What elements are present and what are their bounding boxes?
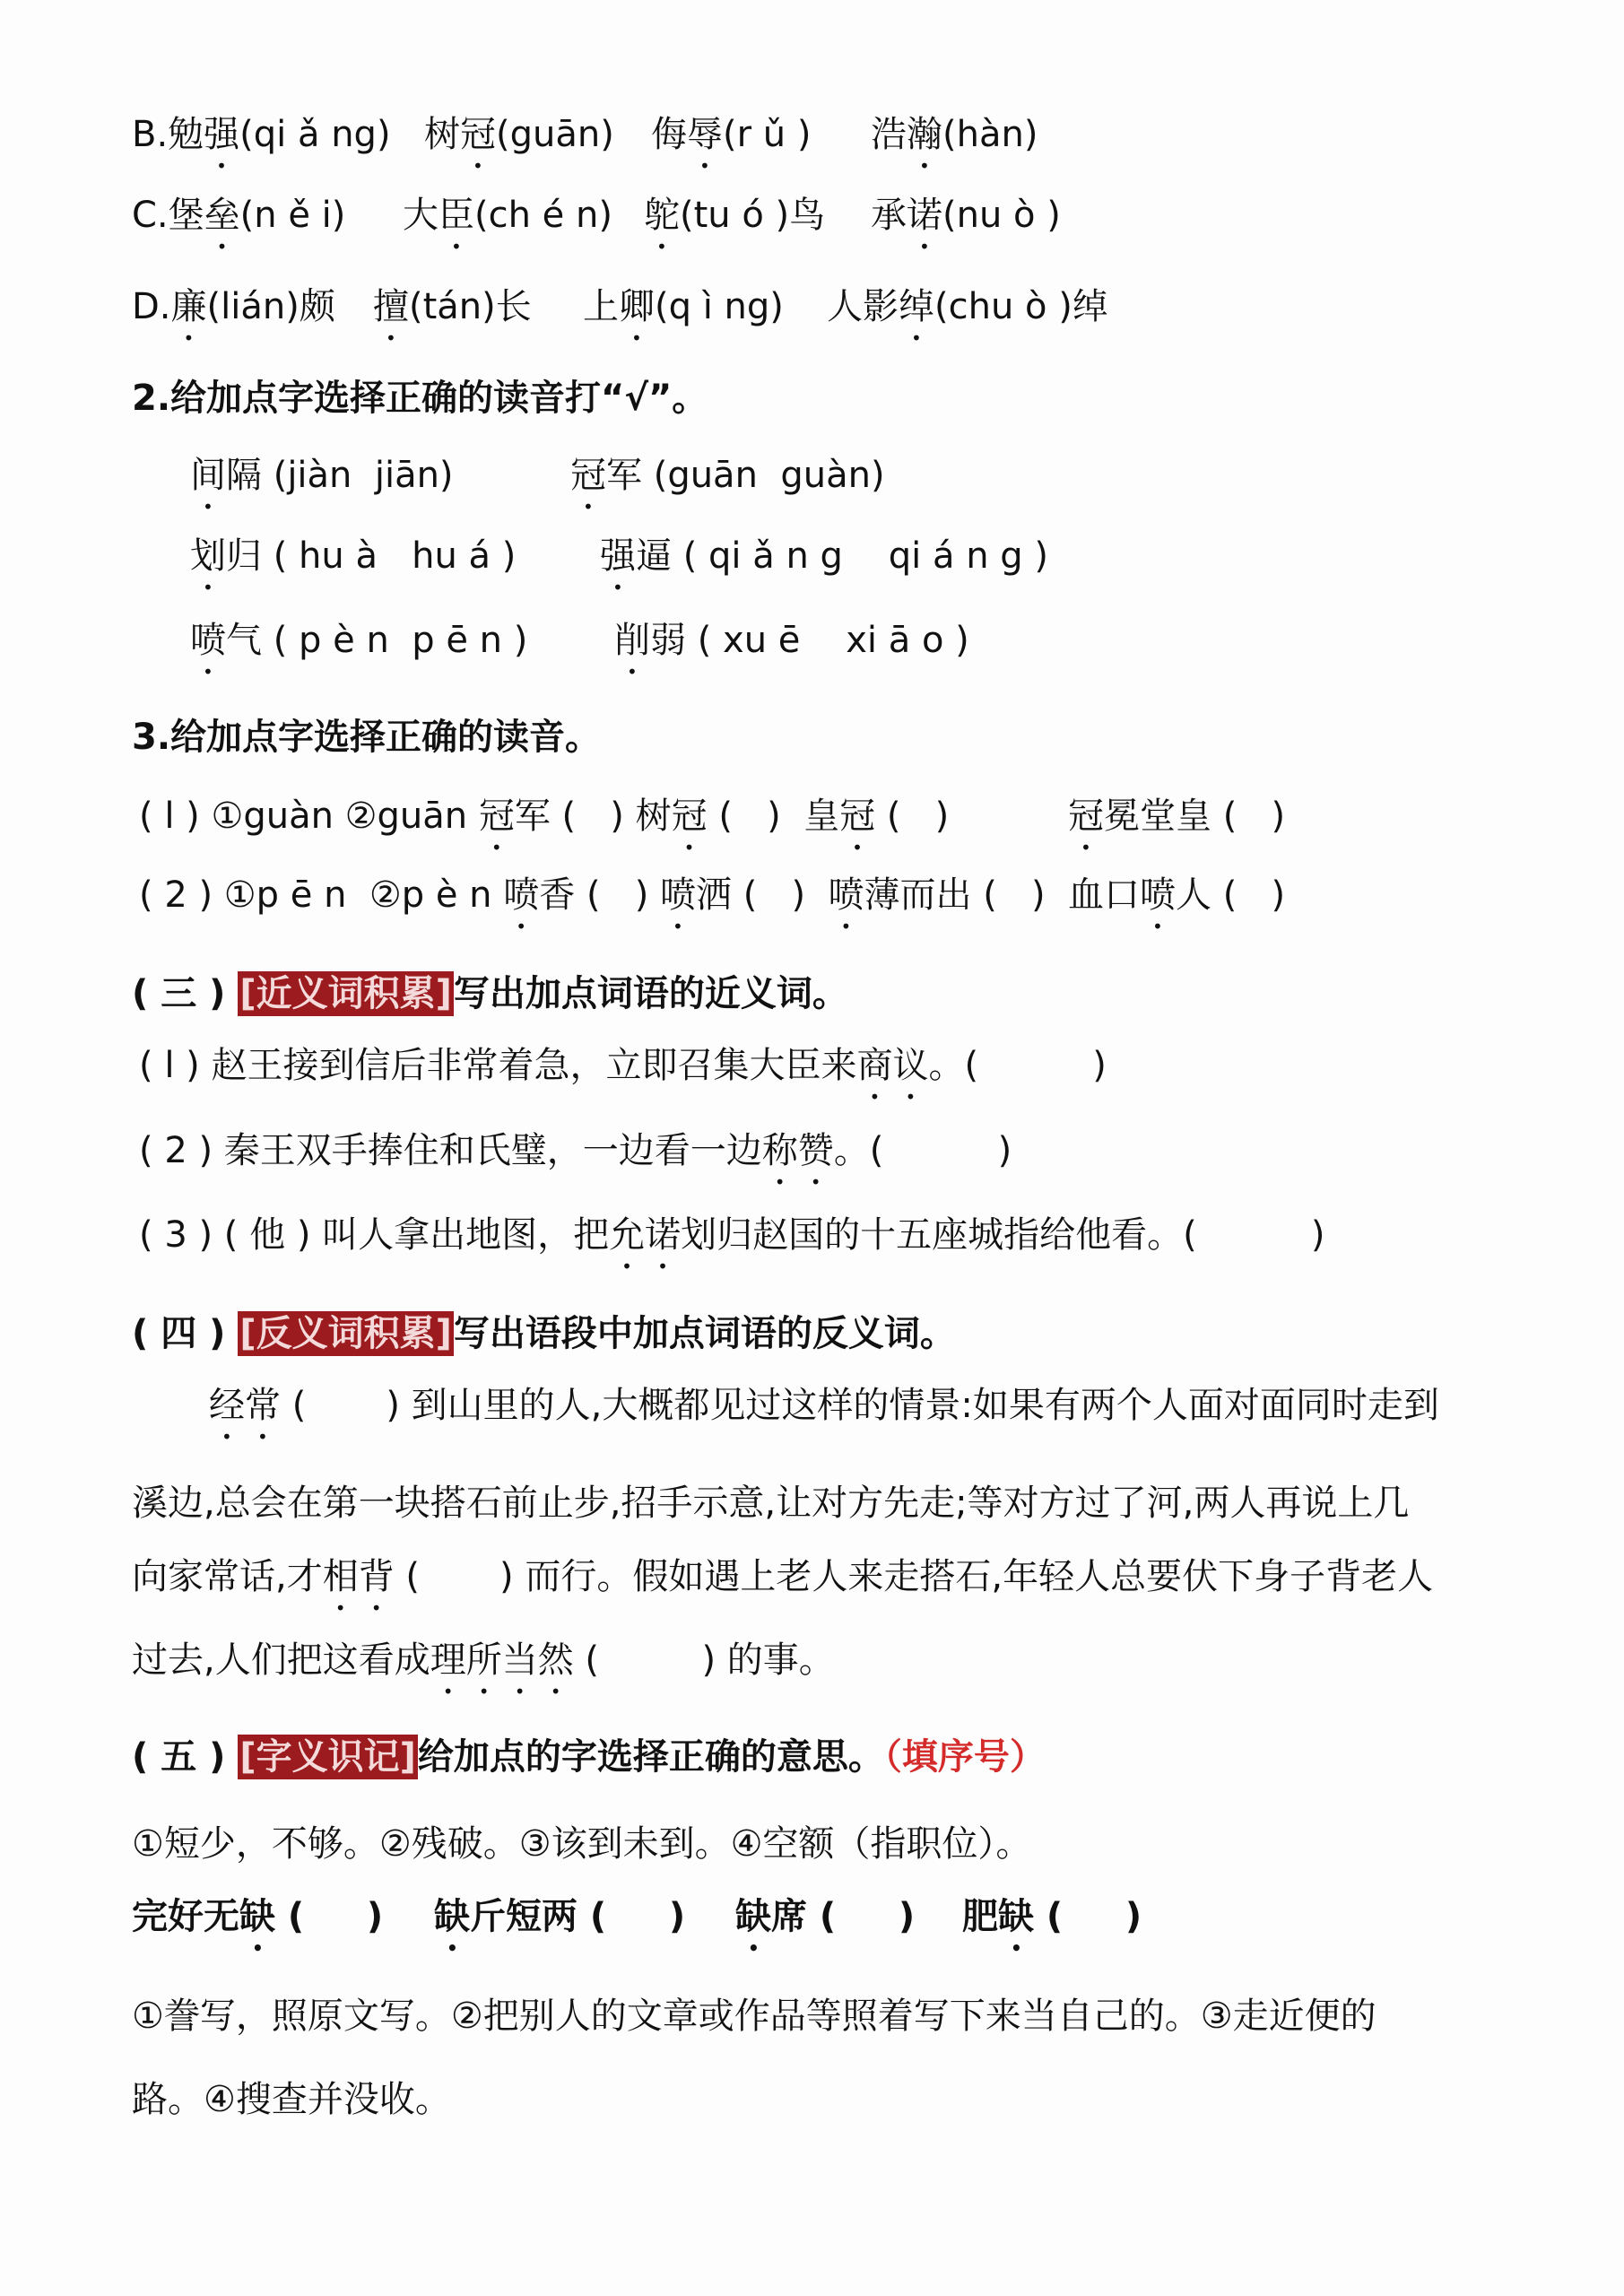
item-text: ( l ) 赵王接到信后非常着急，立即召集大臣来 <box>139 1045 857 1086</box>
dotted-text: 臣 <box>439 195 474 236</box>
item-text: 香 ( ) <box>539 874 661 916</box>
question-item <box>132 188 345 257</box>
item-text: (n ě i) <box>239 195 346 236</box>
question-item <box>190 448 454 517</box>
item-text: ( ) <box>1034 1896 1142 1937</box>
item-text: (tán)长 <box>409 286 532 327</box>
question-item <box>132 1476 1409 1530</box>
question-item <box>209 1378 1439 1448</box>
dotted-text: 辱 <box>687 114 723 155</box>
item-text: 隔 (jiàn jiān) <box>226 455 454 496</box>
question-item <box>139 1208 1325 1277</box>
item-text: 向家常话,才 <box>132 1556 323 1597</box>
question-item <box>132 1817 1031 1871</box>
item-text: D. <box>132 286 171 327</box>
item-text: (lián)颇 <box>206 286 335 327</box>
dotted-text: 相背 <box>322 1556 395 1597</box>
item-text: 归 ( hu à hu á ) <box>226 535 517 577</box>
question-item <box>614 613 969 683</box>
item-text: ( 2 ) 秦王双手捧住和氏璧，一边看一边 <box>139 1130 762 1171</box>
item-text: 气 ( p è n p ē n ) <box>226 620 528 661</box>
item-text: ( ) 皇 <box>707 796 840 837</box>
item-text: (ch é n) <box>474 195 612 236</box>
item-text: ( l ) ①guàn ②guān <box>139 796 479 837</box>
item-text: 弱 ( xu ē xi ā o ) <box>650 620 969 661</box>
item-text: ( 3 ) ( 他 ) 叫人拿出地图，把 <box>139 1214 610 1256</box>
item-text: C.堡 <box>132 195 204 236</box>
item-text: 划归赵国的十五座城指给他看。( ) <box>681 1214 1325 1256</box>
question-item <box>583 280 784 349</box>
question-item <box>434 1890 685 1959</box>
dotted-text: 理所当然 <box>430 1639 574 1681</box>
item-text: 侮 <box>651 114 687 155</box>
item-text: 。( ) <box>833 1130 1012 1171</box>
item-text: 。( ) <box>928 1045 1107 1086</box>
item-text: B.勉 <box>132 114 204 155</box>
question-item <box>139 868 1285 937</box>
item-text: 上 <box>583 286 619 327</box>
question-item <box>139 1039 1107 1108</box>
dotted-text: 商议 <box>856 1045 929 1086</box>
question-item <box>132 1989 1376 2043</box>
dotted-text: 擅 <box>373 286 409 327</box>
question-item <box>132 108 391 177</box>
question-item <box>139 789 949 858</box>
item-text: 冕堂皇 ( ) <box>1104 796 1286 837</box>
section-tag: [近义词积累] <box>239 973 452 1014</box>
section-heading <box>132 967 848 1021</box>
item-text: 溪边,总会在第一块搭石前止步,招手示意,让对方先走;等对方过了河,两人再说上几 <box>132 1483 1410 1524</box>
dotted-text: 冠 <box>671 796 708 837</box>
dotted-text: 冠 <box>570 455 606 496</box>
item-text: 席 ( ) <box>771 1896 916 1937</box>
question-item <box>871 188 1061 257</box>
fill-number-note: （填序号） <box>883 1736 1046 1778</box>
dotted-text: 间 <box>190 455 226 496</box>
dotted-text: 冠 <box>839 796 876 837</box>
item-text: 路。④搜查并没收。 <box>132 2079 451 2120</box>
question-item <box>735 1890 915 1959</box>
dotted-text: 冠 <box>478 796 515 837</box>
item-text: 完好无 <box>132 1896 239 1937</box>
item-text: 人影 <box>827 286 899 327</box>
item-text: 薄而出 ( ) 血口 <box>864 874 1141 916</box>
item-text: 承 <box>871 195 907 236</box>
section-number: ( 四 ) <box>132 1313 239 1354</box>
item-text: (qi ǎ ng) <box>239 114 391 155</box>
item-text: (guān) <box>496 114 614 155</box>
dotted-text: 缺 <box>239 1896 275 1937</box>
question-item <box>139 1124 1012 1193</box>
item-text: ( ) 到山里的人,大概都见过这样的情景:如果有两个人面对面同时走到 <box>281 1385 1439 1426</box>
question-item <box>403 188 612 257</box>
question-title: 2.给加点字选择正确的读音打“√”。 <box>132 378 708 419</box>
section-instruction: 写出加点词语的近义词。 <box>453 973 848 1014</box>
question-item <box>827 280 1108 349</box>
section-tag: [字义识记] <box>239 1736 416 1778</box>
question-item <box>132 1890 383 1959</box>
item-text: 浩 <box>871 114 907 155</box>
item-text: ①短少，不够。②残破。③该到未到。④空额（指职位）。 <box>132 1823 1032 1865</box>
dotted-text: 喷 <box>660 874 697 916</box>
section-number: ( 三 ) <box>132 973 239 1014</box>
dotted-text: 允诺 <box>609 1214 682 1256</box>
dotted-text: 垒 <box>204 195 240 236</box>
section-instruction: 写出语段中加点词语的反义词。 <box>453 1313 956 1354</box>
section-heading <box>132 1307 956 1361</box>
item-text: ( 2 ) ①p ē n ②p è n <box>139 874 504 916</box>
item-text: ①誊写，照原文写。②把别人的文章或作品等照着写下来当自己的。③走近便的 <box>132 1996 1376 2037</box>
item-text: (tu ó )鸟 <box>680 195 826 236</box>
question-item <box>373 280 532 349</box>
item-text: 逼 ( qi ǎ n g qi á n g ) <box>636 535 1049 577</box>
question-item <box>1068 789 1285 858</box>
item-text: ( ) 而行。假如遇上老人来走搭石,年轻人总要伏下身子背老人 <box>394 1556 1434 1597</box>
item-text: (nu ò ) <box>942 195 1061 236</box>
item-text: 肥 <box>962 1896 998 1937</box>
item-text: 人 ( ) <box>1176 874 1286 916</box>
question-item <box>871 108 1038 177</box>
dotted-text: 缺 <box>998 1896 1034 1937</box>
item-text: (chu ò )绰 <box>934 286 1108 327</box>
item-text: (hàn) <box>942 114 1038 155</box>
item-text: ( ) <box>275 1896 384 1937</box>
dotted-text: 瀚 <box>907 114 942 155</box>
item-text: 洒 ( ) <box>696 874 829 916</box>
question-item <box>132 280 335 349</box>
dotted-text: 喷 <box>828 874 864 916</box>
question-item <box>962 1890 1142 1959</box>
item-text: 军 ( ) 树 <box>514 796 672 837</box>
section-tag: [反义词积累] <box>239 1313 452 1354</box>
item-text: (q ì ng) <box>655 286 784 327</box>
item-text: 树 <box>424 114 460 155</box>
item-text: 过去,人们把这看成 <box>132 1639 430 1681</box>
dotted-text: 喷 <box>1140 874 1177 916</box>
dotted-text: 经常 <box>209 1385 281 1426</box>
question-item <box>190 613 527 683</box>
question-item <box>644 188 825 257</box>
dotted-text: 诺 <box>907 195 942 236</box>
question-item <box>600 529 1048 598</box>
dotted-text: 绰 <box>899 286 934 327</box>
question-item <box>424 108 614 177</box>
dotted-text: 划 <box>190 535 226 577</box>
question-item <box>190 529 516 598</box>
question-item <box>132 1633 835 1702</box>
question-item <box>132 2073 451 2126</box>
item-text: ( ) 的事。 <box>573 1639 835 1681</box>
dotted-text: 称赞 <box>761 1130 834 1171</box>
dotted-text: 强 <box>600 535 636 577</box>
question-item <box>132 1550 1433 1619</box>
item-text: 大 <box>403 195 439 236</box>
dotted-text: 鸵 <box>644 195 680 236</box>
question-item <box>570 448 885 517</box>
dotted-text: 缺 <box>434 1896 470 1937</box>
dotted-text: 喷 <box>503 874 540 916</box>
section-heading <box>132 1730 1046 1784</box>
item-text: ( ) <box>875 796 950 837</box>
dotted-text: 强 <box>204 114 240 155</box>
section-instruction: 给加点的字选择正确的意思。 <box>417 1736 884 1778</box>
dotted-text: 缺 <box>735 1896 771 1937</box>
dotted-text: 廉 <box>170 286 207 327</box>
item-text: (r ǔ ) <box>723 114 812 155</box>
dotted-text: 冠 <box>460 114 496 155</box>
dotted-text: 卿 <box>619 286 655 327</box>
question-title: 3.给加点字选择正确的读音。 <box>132 717 602 758</box>
dotted-text: 削 <box>614 620 650 661</box>
dotted-text: 冠 <box>1068 796 1104 837</box>
item-text: 斤短两 ( ) <box>470 1896 686 1937</box>
item-text: 军 (guān guàn) <box>606 455 885 496</box>
question-item <box>651 108 811 177</box>
section-number: ( 五 ) <box>132 1736 239 1778</box>
dotted-text: 喷 <box>190 620 226 661</box>
